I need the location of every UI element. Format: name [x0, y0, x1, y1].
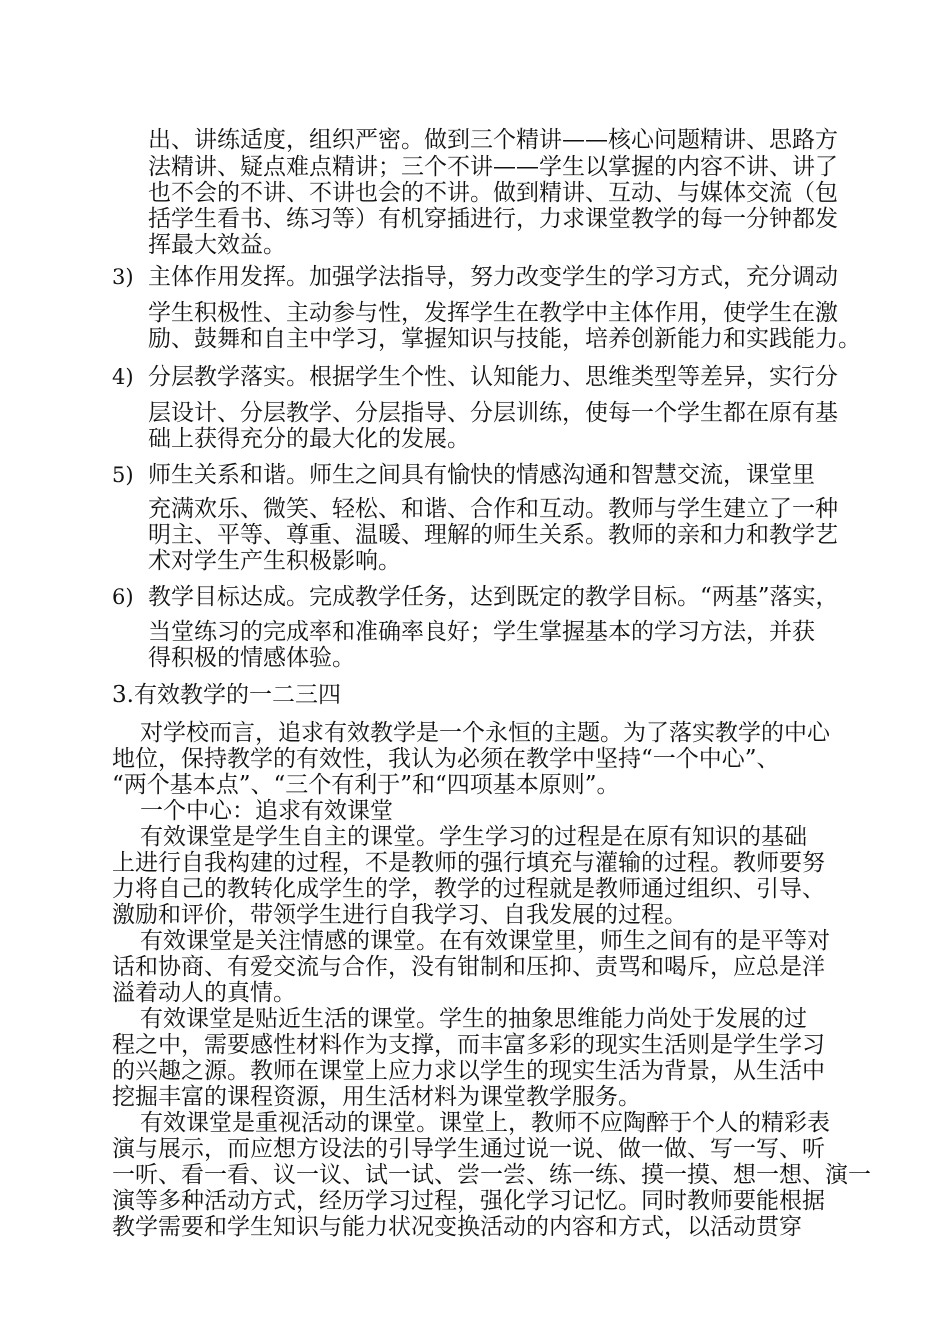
- list-item-first-line: 师生关系和谐。师生之间具有愉快的情感沟通和智慧交流，课堂里: [148, 462, 815, 488]
- text-line: 对学校而言，追求有效教学是一个永恒的主题。为了落实教学的中心: [140, 720, 830, 746]
- text-line: 也不会的不讲、不讲也会的不讲。做到精讲、互动、与媒体交流（包: [148, 180, 838, 206]
- text-line: 教学需要和学生知识与能力状况变换活动的内容和方式，以活动贯穿: [112, 1214, 802, 1240]
- text-line: 明主、平等、尊重、温暖、理解的师生关系。教师的亲和力和教学艺: [148, 522, 838, 548]
- text-line: 础上获得充分的最大化的发展。: [148, 426, 470, 452]
- text-line: 挥最大效益。: [148, 232, 286, 258]
- text-line: 得积极的情感体验。: [148, 645, 355, 671]
- text-line: 层设计、分层教学、分层指导、分层训练，使每一个学生都在原有基: [148, 400, 838, 426]
- text-line: “两个基本点”、“三个有利于”和“四项基本原则”。: [112, 772, 620, 798]
- text-line: 励、鼓舞和自主中学习，掌握知识与技能，培养创新能力和实践能力。: [148, 326, 861, 352]
- text-line: 法精讲、疑点难点精讲；三个不讲——学生以掌握的内容不讲、讲了: [148, 154, 838, 180]
- text-line: 的兴趣之源。教师在课堂上应力求以学生的现实生活为背景，从生活中: [112, 1058, 825, 1084]
- text-line: 演与展示，而应想方设法的引导学生通过说一说、做一做、写一写、听: [112, 1136, 825, 1162]
- text-line: 括学生看书、练习等）有机穿插进行，力求课堂教学的每一分钟都发: [148, 206, 838, 232]
- text-line: 力将自己的教转化成学生的学，教学的过程就是教师通过组织、引导、: [112, 876, 825, 902]
- text-line: 术对学生产生积极影响。: [148, 548, 401, 574]
- list-item-number: 5): [112, 463, 134, 487]
- text-line: 一听、看一看、议一议、试一试、尝一尝、练一练、摸一摸、想一想、演一: [112, 1162, 871, 1188]
- text-line: 挖掘丰富的课程资源，用生活材料为课堂教学服务。: [112, 1084, 641, 1110]
- section-heading: 3.有效教学的一二三四: [112, 682, 341, 708]
- list-item-number: 4): [112, 365, 134, 389]
- text-line: 话和协商、有爱交流与合作，没有钳制和压抑、责骂和喝斥，应总是洋: [112, 954, 825, 980]
- text-line: 激励和评价，带领学生进行自我学习、自我发展的过程。: [112, 902, 687, 928]
- text-line: 有效课堂是关注情感的课堂。在有效课堂里，师生之间有的是平等对: [140, 928, 830, 954]
- text-line: 有效课堂是学生自主的课堂。学生学习的过程是在原有知识的基础: [140, 824, 807, 850]
- text-line: 当堂练习的完成率和准确率良好；学生掌握基本的学习方法，并获: [148, 619, 815, 645]
- text-line: 程之中，需要感性材料作为支撑，而丰富多彩的现实生活则是学生学习: [112, 1032, 825, 1058]
- text-line: 有效课堂是重视活动的课堂。课堂上，教师不应陶醉于个人的精彩表: [140, 1110, 830, 1136]
- text-line: 有效课堂是贴近生活的课堂。学生的抽象思维能力尚处于发展的过: [140, 1006, 807, 1032]
- text-line: 充满欢乐、微笑、轻松、和谐、合作和互动。教师与学生建立了一种: [148, 496, 838, 522]
- list-item-number: 6): [112, 585, 134, 609]
- text-line: 上进行自我构建的过程，不是教师的强行填充与灌输的过程。教师要努: [112, 850, 825, 876]
- list-item-first-line: 主体作用发挥。加强学法指导，努力改变学生的学习方式，充分调动: [148, 264, 838, 290]
- text-line: 出、讲练适度，组织严密。做到三个精讲——核心问题精讲、思路方: [148, 127, 838, 153]
- list-item-first-line: 分层教学落实。根据学生个性、认知能力、思维类型等差异，实行分: [148, 364, 838, 390]
- list-item-first-line: 教学目标达成。完成教学任务，达到既定的教学目标。“两基”落实，: [148, 584, 839, 610]
- list-item-number: 3): [112, 265, 134, 289]
- text-line: 地位，保持教学的有效性，我认为必须在教学中坚持“一个中心”、: [112, 746, 780, 772]
- subheading-line: 一个中心：追求有效课堂: [140, 798, 393, 824]
- text-line: 演等多种活动方式，经历学习过程，强化学习记忆。同时教师要能根据: [112, 1188, 825, 1214]
- text-line: 学生积极性、主动参与性，发挥学生在教学中主体作用，使学生在激: [148, 300, 838, 326]
- text-line: 溢着动人的真情。: [112, 980, 296, 1006]
